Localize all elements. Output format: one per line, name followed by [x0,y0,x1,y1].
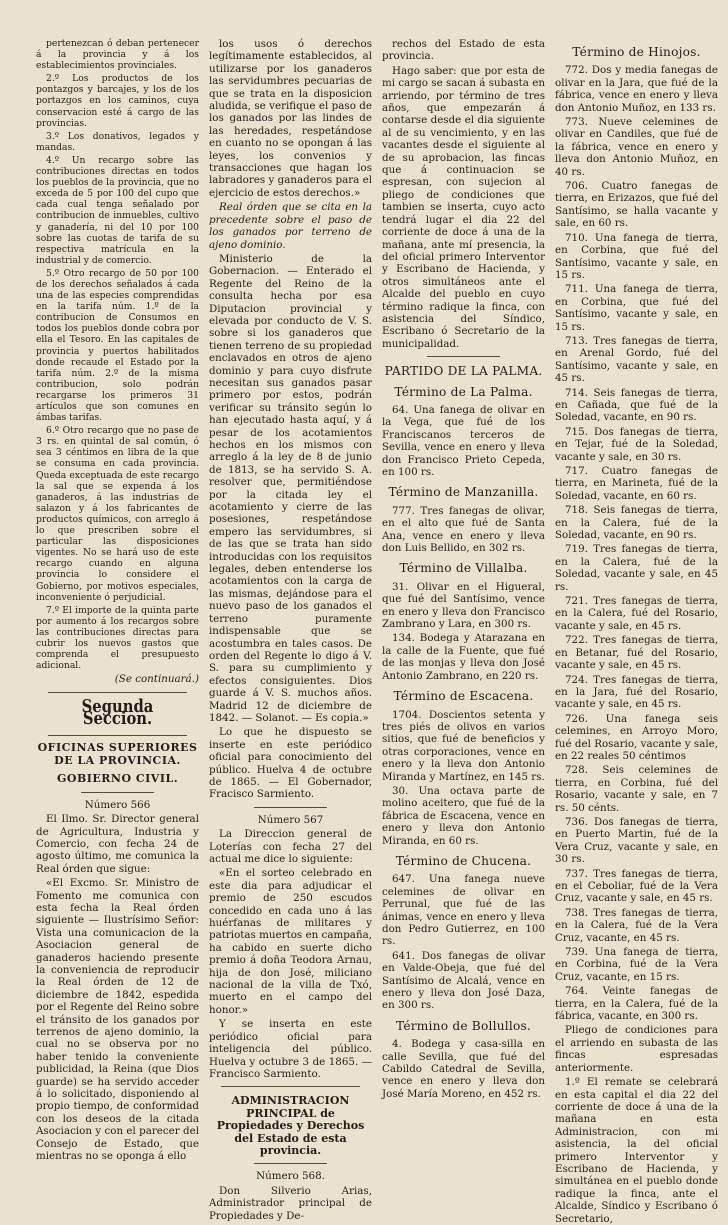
paragraph: 6.º Otro recargo que no pase de 3 rs. en quintal de sal común, ó sea 3 céntimos en libra de la que se consuma en cada provincia. Queda exceptuada de este recargo la sal que se expenda á los ganaderos, á las industrias de salazon y á los fabricantes de productos químicos, con arreglo á lo que prescriben sobre el particular las disposiciones vigentes. No se hará uso de este recargo cuando en alguna provincia lo considere el Gobierno, por motivos especiales, inconveniente ó perjudicial. [36,425,199,603]
list-item: 30. Una octava parte de molino aceitero, que fué de la fábrica de Escacena, vence en enero y lleva don Antonio Miranda, en 60 rs. [382,784,545,847]
list-item: 31. Olivar en el Higueral, que fué del Santísimo, vence en enero y lleva don Francisco Zambrano y Lara, en 300 rs. [382,580,545,631]
divider [254,1163,327,1164]
term-title: Término de Chucena. [395,853,532,868]
paragraph: Lo que he dispuesto se inserte en este periódico oficial para conocimiento del público. Huelva 4 de octubre de 1865. — El Gobernador, Fracisco Sarmiento. [209,726,372,801]
paragraph: 1.º El remate se celebrará en esta capital el dia 22 del corriente de doce á una de la mañana en esta Administracion, con mi asistencia, la del oficial primero Interventor y Escribano de Hacienda, y simultánea en el pueblo donde radique la finca, ante el Alcalde, Síndico y Escribano ó Secretario, [555,1076,718,1225]
article-number: Número 568. [256,1170,325,1183]
paragraph: 3.º Los donativos, legados y mandas. [36,130,199,153]
list-item: 719. Tres fanegas de tierra, en la Calera, fué de la Soledad, vacante y sale, en 45 rs. [555,543,718,593]
term-title: Término de La Palma. [394,384,533,399]
list-item: 764. Veinte fanegas de tierra, en la Calera, fué de la fábrica, vacante, en 300 rs. [555,985,718,1023]
list-item: 736. Dos fanegas de tierra, en Puerto Martin, fué de la Vera Cruz, vacante y sale, en 30 rs. [555,815,718,866]
divider [48,692,187,693]
admin-title: ADMINISTRACION PRINCIPAL de Propiedades y Derechos del Estado de esta provincia. [216,1094,365,1157]
paragraph: Ministerio de la Gobernacion. — Enterado el Regente del Reino de la consulta hecha por esa Diputacion provincial y elevada por conducto de V. S. sobre si los ganaderos que tienen terreno de su propiedad enclavados en otros de ajeno dominio y para cuyo disfrute necesitan sus ganados pasar primero por estos, podrán verificar su tránsito según lo han ejecutado hasta aquí, y á pesar de los acotamientos hechos en los mismos con arreglo á la ley de 8 de junio de 1813, se ha servido S. A. resolver que, permitiéndose por la citada ley el acotamiento y cierre de las posesiones, respetándose empero las servidumbres, si de las que se trata han sido introducidas con los requisitos legales, deben entenderse los acotamientos con la carga de las mismas, dejándose para el nuevo paso de los ganados el terreno puramente indispensable que se acostumbra en tales casos. De orden del Regente lo digo á V. S. para su cumplimiento y efectos consiguientes. Dios guarde á V. S. muchos años. Madrid 12 de diciembre de 1842. — Solanot. — Es copia.» [209,252,372,724]
list-item: 134. Bodega y Atarazana en la calle de la Fuente, que fué de las monjas y lleva don José Antonio Zambrano, en 220 rs. [382,632,545,682]
list-item: 718. Seis fanegas de tierra, en la Calera, fué de la Soledad, vacante, en 90 rs. [555,504,718,542]
column-2 [209,38,372,1222]
paragraph: los usos ó derechos legítimamente establecidos, al utilizarse por los ganaderos las servidumbres pecuarias de que se trata en la disposicion aludida, se verifique el paso de los ganados por las lindes de las heredades, respetándose en cuanto no se opongan á las leyes, los convenios y transacciones que hagan los labradores y ganaderos para el ejercicio de estos derechos.» [209,38,372,199]
list-item: 717. Cuatro fanegas de tierra, en Marineta, fué de la Soledad, vacante, en 60 rs. [555,465,718,502]
list-item: 641. Dos fanegas de olivar en Valde-Obeja, que fué del Santísimo de Alcalá, vence en enero y lleva don José Daza, en 300 rs. [382,949,545,1012]
list-item: 777. Tres fanegas de olivar, en el alto que fué de Santa Ana, vence en enero y lleva don Luis Bellido, en 302 rs. [382,504,545,555]
parcel-list [555,64,718,1022]
paragraph: 4.º Un recargo sobre las contribuciones directas en todos los pueblos de la provincia, que no exceda de 5 por 100 del cupo que cada cual tenga señalado por contribucion de inmuebles, cultivo y ganadería, ni del 10 por 100 sobre las cuotas de tarifa de su respectiva matrícula en la industrial y de comercio. [36,154,199,266]
italic-note: Real órden que se cita en la precedente sobre el paso de los ganados por terreno de ajeno dominio. [209,201,372,251]
list-item: 722. Tres fanegas de tierra, en Betanar, fué del Rosario, vacante y sale, en 45 rs. [555,634,718,672]
list-item: 715. Dos fanegas de tierra, en Tejar, fué de la Soledad, vacante y sale, en 30 rs. [555,425,718,463]
article-number: Número 567 [257,813,324,826]
column-1 [36,38,199,1163]
paragraph: pertenezcan ó deban pertenecer á la provincia y á los establecimientos provinciales. [36,38,199,72]
list-item: 773. Nueve celemines de olivar en Candiles, que fué de la fábrica, vence en enero y lleva don Antonio Muñoz, en 40 rs. [555,116,718,178]
term-title: Término de Escacena. [393,689,534,704]
list-item: 724. Tres fanegas de tierra, en la Jara, fué del Rosario, vacante y sale, en 45 rs. [555,673,718,711]
paragraph: 7.º El importe de la quinta parte por aumento á los recargos sobre las contribuciones directas para cubrir los nuevos gastos que comprenda el presupuesto adicional. [36,604,199,672]
paragraph: Y se inserta en este periódico oficial para inteligencia del público. Huelva y octubre 3 de 1865. — Francisco Sarmiento. [209,1018,372,1080]
list-item: 737. Tres fanegas de tierra, en el Ceboliar, fué de la Vera Cruz, vacante y sale, en 45 rs. [555,867,718,905]
column-3 [382,38,545,1100]
list-item: 739. Una fanega de tierra, en Corbina, fué de la Vera Cruz, vacante, en 15 rs. [555,946,718,983]
paragraph: La Direccion general de Loterías con fecha 27 del actual me dice lo siguiente: [209,828,372,865]
term-title: Término de Bollullos. [395,1018,532,1033]
term-title: Término de Manzanilla. [388,485,539,500]
paragraph: 2.º Los productos de los pontazgos y barcajes, y los de los portazgos en los caminos, cuya conservacion esté á cargo de las provincias. [36,73,199,129]
paragraph: «En el sorteo celebrado en este dia para adjudicar el premio de 250 escudos concedido en cada uno á las huérfanas de militares y patriotas muertos en campaña, ha cabido en suerte dicho premio á doña Teodora Arnau, hija de don José, miliciano nacional de la villa de Txó, muerto en el campo del honor.» [209,867,372,1016]
list-item: 714. Seis fanegas de tierra, en Cañada, que fué de la Soledad, vacante, en 90 rs. [555,386,718,424]
list-item: 726. Una fanega seis celemines, en Arroyo Moro, fué del Rosario, vacante y sale, en 22 reales 50 céntimos [555,712,718,762]
party-title: PARTIDO DE LA PALMA. [384,364,543,379]
list-item: 706. Cuatro fanegas de tierra, en Erizazos, que fué del Santísimo, se halla vacante y sale, en 60 rs. [555,180,718,230]
divider [81,792,154,793]
divider [221,1086,360,1087]
paragraph: rechos del Estado de esta provincia. [382,38,545,63]
list-item: 738. Tres fanegas de tierra, en la Calera, fué de la Vera Cruz, vacante, en 45 rs. [555,906,718,944]
list-item: 772. Dos y media fanegas de olivar en la Jara, que fué de la fábrica, vence en enero y lleva don Antonio Muñoz, en 133 rs. [555,64,718,114]
paragraph: Don Silverio Arias, Administrador principal de Propiedades y De- [209,1184,372,1222]
list-item: 721. Tres fanegas de tierra, en la Calera, fué del Rosario, vacante y sale, en 45 rs. [555,595,718,632]
list-item: 728. Seis celemines de tierra, en Corbina, fué del Rosario, vacante y sale, en 7 rs. 50 cénts. [555,764,718,814]
list-item: 710. Una fanega de tierra, en Corbina, que fué del Santísimo, vacante y sale, en 15 rs. [555,231,718,281]
term-title: Término de Villalba. [399,561,528,576]
divider [254,807,327,808]
continue-note: (Se continuará.) [114,673,199,686]
list-item: 64. Una fanega de olivar en la Vega, que fué de los Franciscanos terceros de Sevilla, vence en enero y lleva don Francisco Prieto Cepeda, en 100 rs. [382,403,545,478]
pliego-title: Pliego de condiciones para el arriendo en subasta de las fincas espresadas anteriormente. [555,1024,718,1074]
column-4 [555,38,718,1225]
list-item: 4. Bodega y casa-silla en calle Sevilla, que fué del Cabildo Catedral de Sevilla, vence en enero y lleva don José María Moreno, en 452 rs. [382,1038,545,1100]
divider [48,735,187,736]
section-title: Segunda Seccion. [81,695,154,730]
paragraph: 5.º Otro recargo de 50 por 100 de los derechos señalados á cada una de las especies comprendidas en la tarifa núm. 1.º de la contribucion de Consumos en todos los pueblos donde cobra por ella el Tesoro. En las capitales de provincia y puertos habilitados donde recaude el Estado por la tarifa núm. 2.º de la misma contribucion, solo podrán recargarse los primeros 31 artículos que son comunes en ámbas tarifas. [36,267,199,424]
divider [427,356,500,357]
list-item: 647. Una fanega nueve celemines de olivar en Perrunal, que fué de las ánimas, vence en enero y lleva don Pedro Gutierrez, en 100 rs. [382,873,545,948]
paragraph: «El Excmo. Sr. Ministro de Fomento me comunica con esta fecha la Real órden siguiente — Ilustrísimo Señor: Vista una comunicacion de la Asociacion general de ganaderos haciendo presente la conveniencia de reproducir la Real órden de 12 de diciembre de 1842, espedida por el Regente del Reino sobre el tránsito de los ganados por terrenos de ajeno dominio, la cual no se observa por no haber tenido la conveniente publicidad, la Reina (que Dios guarde) se ha servido acceder á lo solicitado, disponiendo al propio tiempo, de conformidad con los deseos de la citada Asociacion y con el parecer del Consejo de Estado, que mientras no se oponga á ello [36,877,199,1163]
office-title: OFICINAS SUPERIORES DE LA PROVINCIA. [37,741,198,767]
article-number: Número 566 [84,798,151,811]
paragraph: El Ilmo. Sr. Director general de Agricultura, Industria y Comercio, con fecha 24 de agosto último, me comunica la Real órden que sigue: [36,813,199,875]
term-title: Término de Hinojos. [572,45,701,59]
gov-title: GOBIERNO CIVIL. [56,772,179,786]
list-item: 1704. Doscientos setenta y tres piés de olivos en varios sitios, que fué de beneficios y otras corporaciones, vence en enero y la lleva don Antonio Miranda y Martínez, en 145 rs. [382,708,545,783]
list-item: 711. Una fanega de tierra, en Corbina, que fué del Santísimo, vacante y sale, en 15 rs. [555,283,718,333]
paragraph: Hago saber: que por esta de mi cargo se sacan á subasta en arriendo, por término de tres años, que empezarán á contarse desde el dia siguiente al de su vencimiento, y en las vacantes desde el siguiente al de su aprobacion, las fincas que á continuacion se espresan, con sujecion al pliego de condiciones que tambien se inserta, cuyo acto tendrá lugar el dia 22 del corriente de doce á una de la mañana, ante mí presencia, la del oficial primero Interventor y Escribano de Hacienda, y otros simultáneos ante el Alcalde del pueblo en cuyo término radique la finca, con asistencia del Síndico, Escribano ó Secretario de la municipalidad. [382,64,545,350]
list-item: 713. Tres fanegas de tierra, en Arenal Gordo, fué del Santísimo, vacante y sale, en 45 rs. [555,334,718,385]
